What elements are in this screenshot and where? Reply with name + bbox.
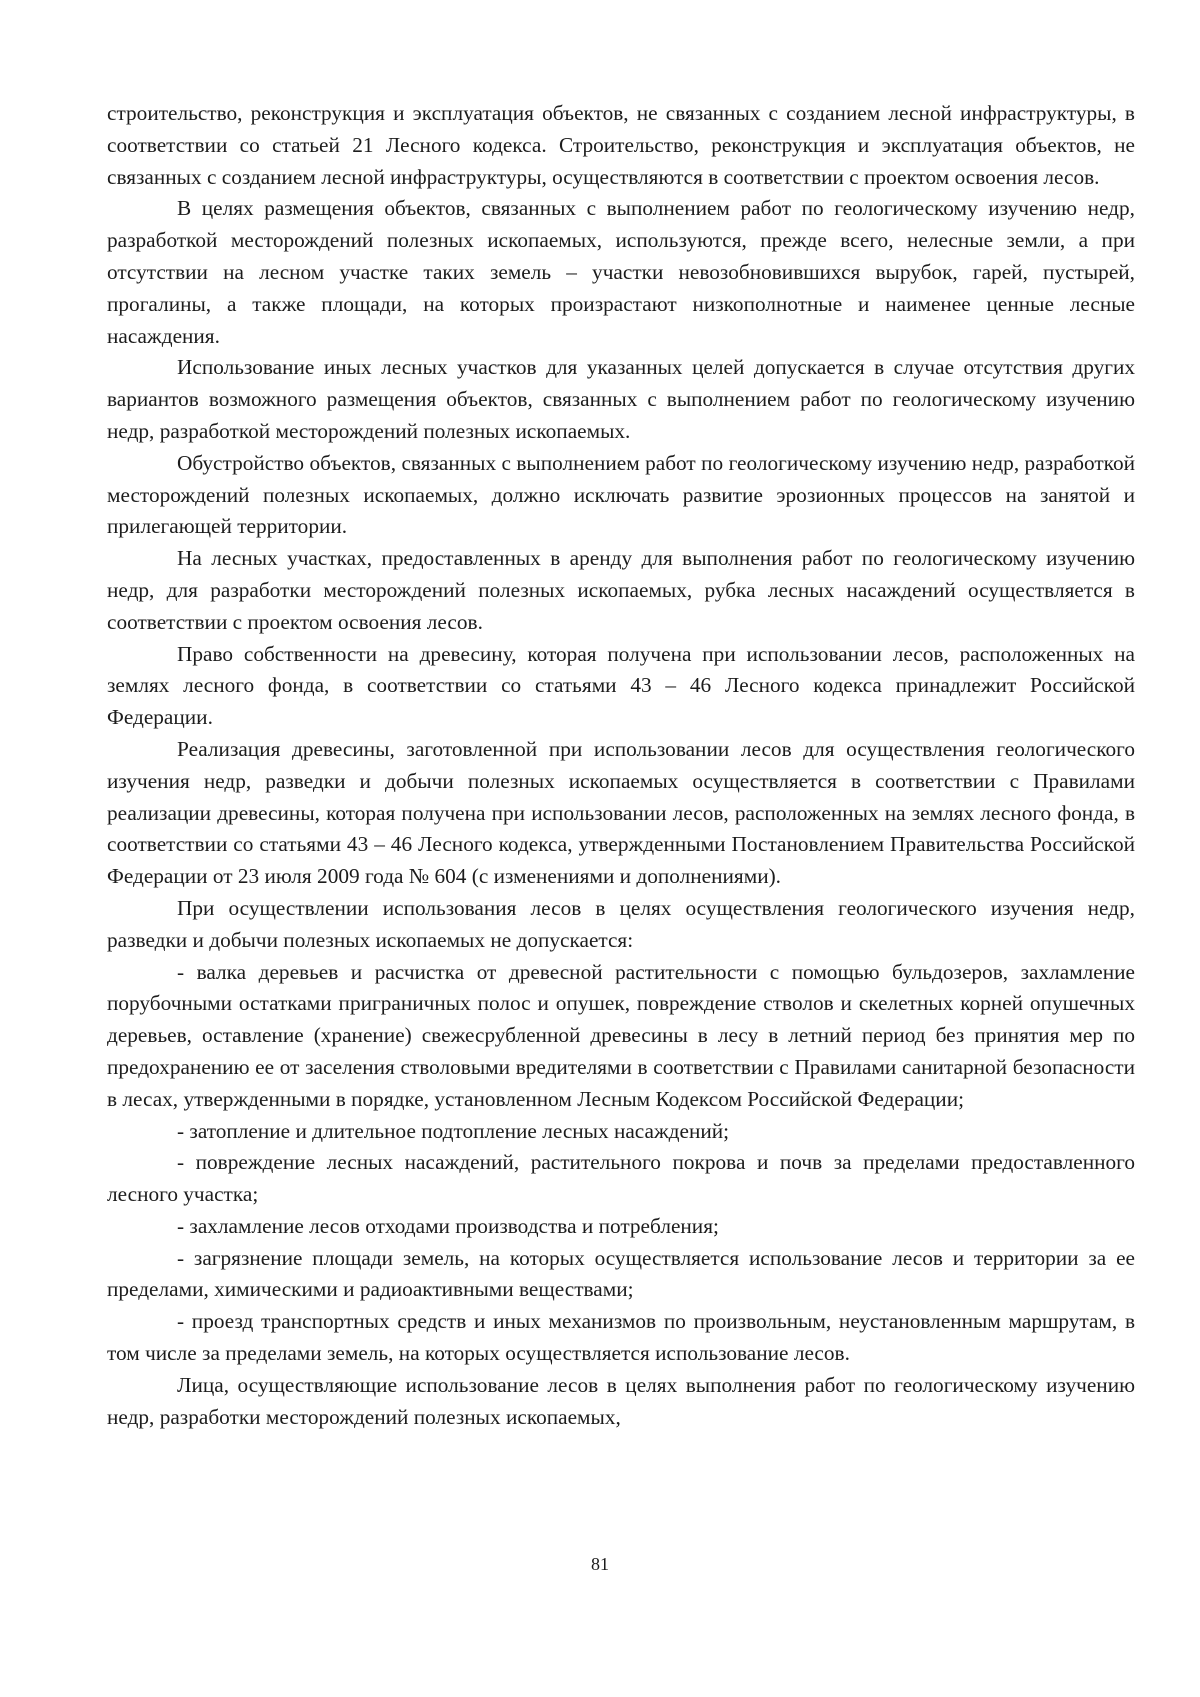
paragraph: В целях размещения объектов, связанных с выполнением работ по геологическому изучению недр, разработкой месторождений полезных ископаемых, используются, прежде всего, нелесные земли, а при отсутствии на лесном участке таких земель – участки невозобновившихся вырубок, гарей, пустырей, прогалины, а также площади, на которых произрастают низкополнотные и наименее ценные лесные насаждения. — [107, 196, 1135, 348]
paragraph: При осуществлении использования лесов в целях осуществления геологического изучения недр, разведки и добычи полезных ископаемых не допускается: — [107, 895, 1135, 952]
paragraph: строительство, реконструкция и эксплуатация объектов, не связанных с созданием лесной инфраструктуры, в соответствии со статьей 21 Лесного кодекса. Строительство, реконструкция и эксплуатация объектов, не связанных с созданием лесной инфраструктуры, осуществляются в соответствии с проектом освоения лесов. — [107, 101, 1135, 189]
paragraph: Реализация древесины, заготовленной при использовании лесов для осуществления геологического изучения недр, разведки и добычи полезных ископаемых осуществляется в соответствии с Правилами реализации древесины, которая получена при использовании лесов, расположенных на землях лесного фонда, в соответствии со статьями 43 – 46 Лесного кодекса, утвержденными Постановлением Правительства Российской Федерации от 23 июля 2009 года № 604 (с изменениями и дополнениями). — [107, 736, 1135, 889]
paragraph: Лица, осуществляющие использование лесов в целях выполнения работ по геологическому изучению недр, разработки месторождений полезных ископаемых, — [107, 1372, 1135, 1429]
page-number: 81 — [591, 1554, 609, 1574]
list-item: - затопление и длительное подтопление лесных насаждений; — [177, 1118, 730, 1143]
list-item: - проезд транспортных средств и иных механизмов по произвольным, неустановленным маршрутам, в том числе за пределами земель, на которых осуществляется использование лесов. — [107, 1309, 1135, 1366]
list-item: - захламление лесов отходами производства и потребления; — [177, 1213, 719, 1238]
paragraph: Использование иных лесных участков для указанных целей допускается в случае отсутствия других вариантов возможного размещения объектов, связанных с выполнением работ по геологическому изучению недр, разработкой месторождений полезных ископаемых. — [107, 355, 1135, 443]
paragraph: Право собственности на древесину, которая получена при использовании лесов, расположенных на землях лесного фонда, в соответствии со статьями 43 – 46 Лесного кодекса принадлежит Российской Федерации. — [107, 641, 1135, 730]
list-item: - валка деревьев и расчистка от древесной растительности с помощью бульдозеров, захламление порубочными остатками приграничных полос и опушек, повреждение стволов и скелетных корней опушечных деревьев, оставление (хранение) свежесрубленной древесины в лесу в летний период без принятия мер по предохранению ее от заселения стволовыми вредителями в соответствии с Правилами санитарной безопасности в лесах, утвержденными в порядке, установленном Лесным Кодексом Российской Федерации; — [107, 959, 1135, 1111]
document-body — [107, 98, 1135, 1433]
paragraph: Обустройство объектов, связанных с выполнением работ по геологическому изучению недр, разработкой месторождений полезных ископаемых, должно исключать развитие эрозионных процессов на занятой и прилегающей территории. — [107, 450, 1135, 539]
list-item: - повреждение лесных насаждений, растительного покрова и почв за пределами предоставленного лесного участка; — [107, 1150, 1135, 1207]
list-item: - загрязнение площади земель, на которых осуществляется использование лесов и территории за ее пределами, химическими и радиоактивными веществами; — [107, 1245, 1135, 1302]
paragraph: На лесных участках, предоставленных в аренду для выполнения работ по геологическому изучению недр, для разработки месторождений полезных ископаемых, рубка лесных насаждений осуществляется в соответствии с проектом освоения лесов. — [107, 546, 1135, 634]
